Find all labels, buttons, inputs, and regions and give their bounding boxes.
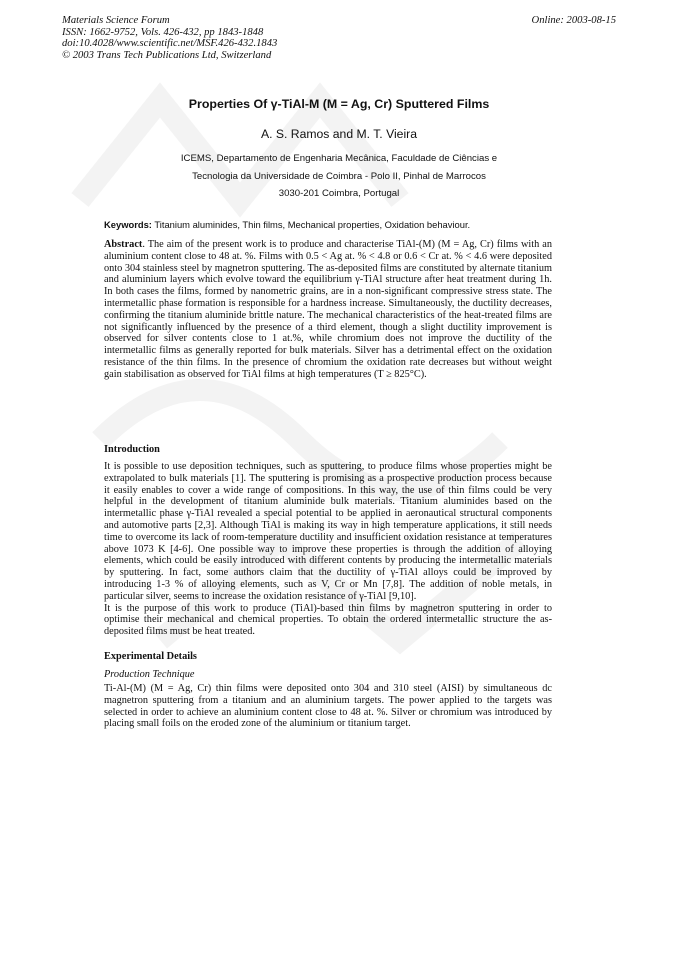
experimental-body: Ti-Al-(M) (M = Ag, Cr) thin films were deposited onto 304 and 310 steel (AISI) by simultaneous dc magnetron sputtering from a titanium and an aluminium targets. The power applied to the targets was selected in order to achieve an aluminium content close to 48 at. %. Silver or chromium was introduced by placing small foils on the eroded zone of the aluminium or titanium target. xyxy=(104,683,552,730)
issn-line: ISSN: 1662-9752, Vols. 426-432, pp 1843-1848 xyxy=(62,26,264,38)
production-technique-heading: Production Technique xyxy=(104,669,195,680)
affiliation xyxy=(0,150,678,203)
online-date: Online: 2003-08-15 xyxy=(531,15,616,26)
abstract-text: . The aim of the present work is to produce and characterise TiAl-(M) (M = Ag, Cr) films with an aluminium content close to 48 at. %. Films with 0.5 < Ag at. % < 4.8 or 0.6 < Cr at. % < 4.6 were deposited onto 304 stainless steel by magnetron sputtering. The as-deposited films are constituted by alternate titanium and aluminium layers which evolve toward the equilibrium γ-TiAl structure after heat treatment during 1h. In both cases the films, formed by nanometric grains, are in a non-significant compressive stress state. The intermetallic phase formation is responsible for a hardness increase. Simultaneously, the ductility decreases, confirming the titanium aluminide brittle nature. The mechanical characteristics of the heat-treated films are not significantly influenced by the presence of a third element, though a slight ductility improvement is observed for silver contents close to 1 at.%, while chromium does not improve the ductility of the intermetallic films as generally reported for bulk materials. Silver has a detrimental effect on the oxidation resistance of the thin films. In the presence of chromium the oxidation rate decreases but without weight gain stabilisation as observed for TiAl films at high temperatures (T ≥ 825°C). xyxy=(104,239,552,380)
experimental-heading: Experimental Details xyxy=(104,651,197,662)
page-header xyxy=(62,15,616,61)
introduction-paragraph-1: It is possible to use deposition techniques, such as sputtering, to produce films whose properties might be extrapolated to bulk materials [1]. The sputtering is promising as a prospective production process because it easily enables to cover a wide range of compositions. In this way, the use of thin films could be very helpful in the development of titanium aluminide bulk materials. Titanium aluminides based on the intermetallic phase γ-TiAl revealed a special potential to be applied in aeronautical structural components and automotive parts [2,3]. Although TiAl is making its way in high temperature applications, it still needs time to overcome its lack of room-temperature ductility and insufficient oxidation resistance at temperatures above 1073 K [4-6]. One possible way to improve these properties is through the addition of alloying elements, which could be easily introduced with different contents by producing the intermetallic materials by sputtering. In fact, some authors claim that the ductility of γ-TiAl alloys could be improved by introducing 1-3 % of alloying elements, such as V, Cr or Mn [7,8]. The addition of noble metals, in particular silver, seems to increase the oxidation resistance of γ-TiAl [9,10]. xyxy=(104,461,552,602)
introduction-paragraph-2: It is the purpose of this work to produce (TiAl)-based thin films by magnetron sputtering in order to optimise their mechanical and chemical properties. To obtain the ordered intermetallic structure the as-deposited films must be heat treated. xyxy=(104,602,552,638)
affiliation-line-2: Tecnologia da Universidade de Coimbra - Polo II, Pinhal de Marrocos xyxy=(192,170,486,182)
keywords-text: Titanium aluminides, Thin films, Mechanical properties, Oxidation behaviour. xyxy=(154,219,471,230)
introduction-body xyxy=(104,461,552,638)
authors: A. S. Ramos and M. T. Vieira xyxy=(260,127,418,141)
journal-name: Materials Science Forum xyxy=(62,15,170,26)
copyright-line: © 2003 Trans Tech Publications Ltd, Switzerland xyxy=(62,49,272,61)
affiliation-line-3: 3030-201 Coimbra, Portugal xyxy=(278,188,400,199)
abstract xyxy=(104,239,552,381)
keywords-label: Keywords: xyxy=(104,219,152,230)
introduction-heading: Introduction xyxy=(104,444,160,455)
keywords xyxy=(104,219,470,230)
abstract-label: Abstract xyxy=(104,239,143,250)
doi-line: doi:10.4028/www.scientific.net/MSF.426-432.1843 xyxy=(62,38,278,49)
affiliation-line-1: ICEMS, Departamento de Engenharia Mecânica, Faculdade de Ciências e xyxy=(180,153,498,164)
paper-title: Properties Of γ-TiAl-M (M = Ag, Cr) Sputtered Films xyxy=(188,97,490,111)
